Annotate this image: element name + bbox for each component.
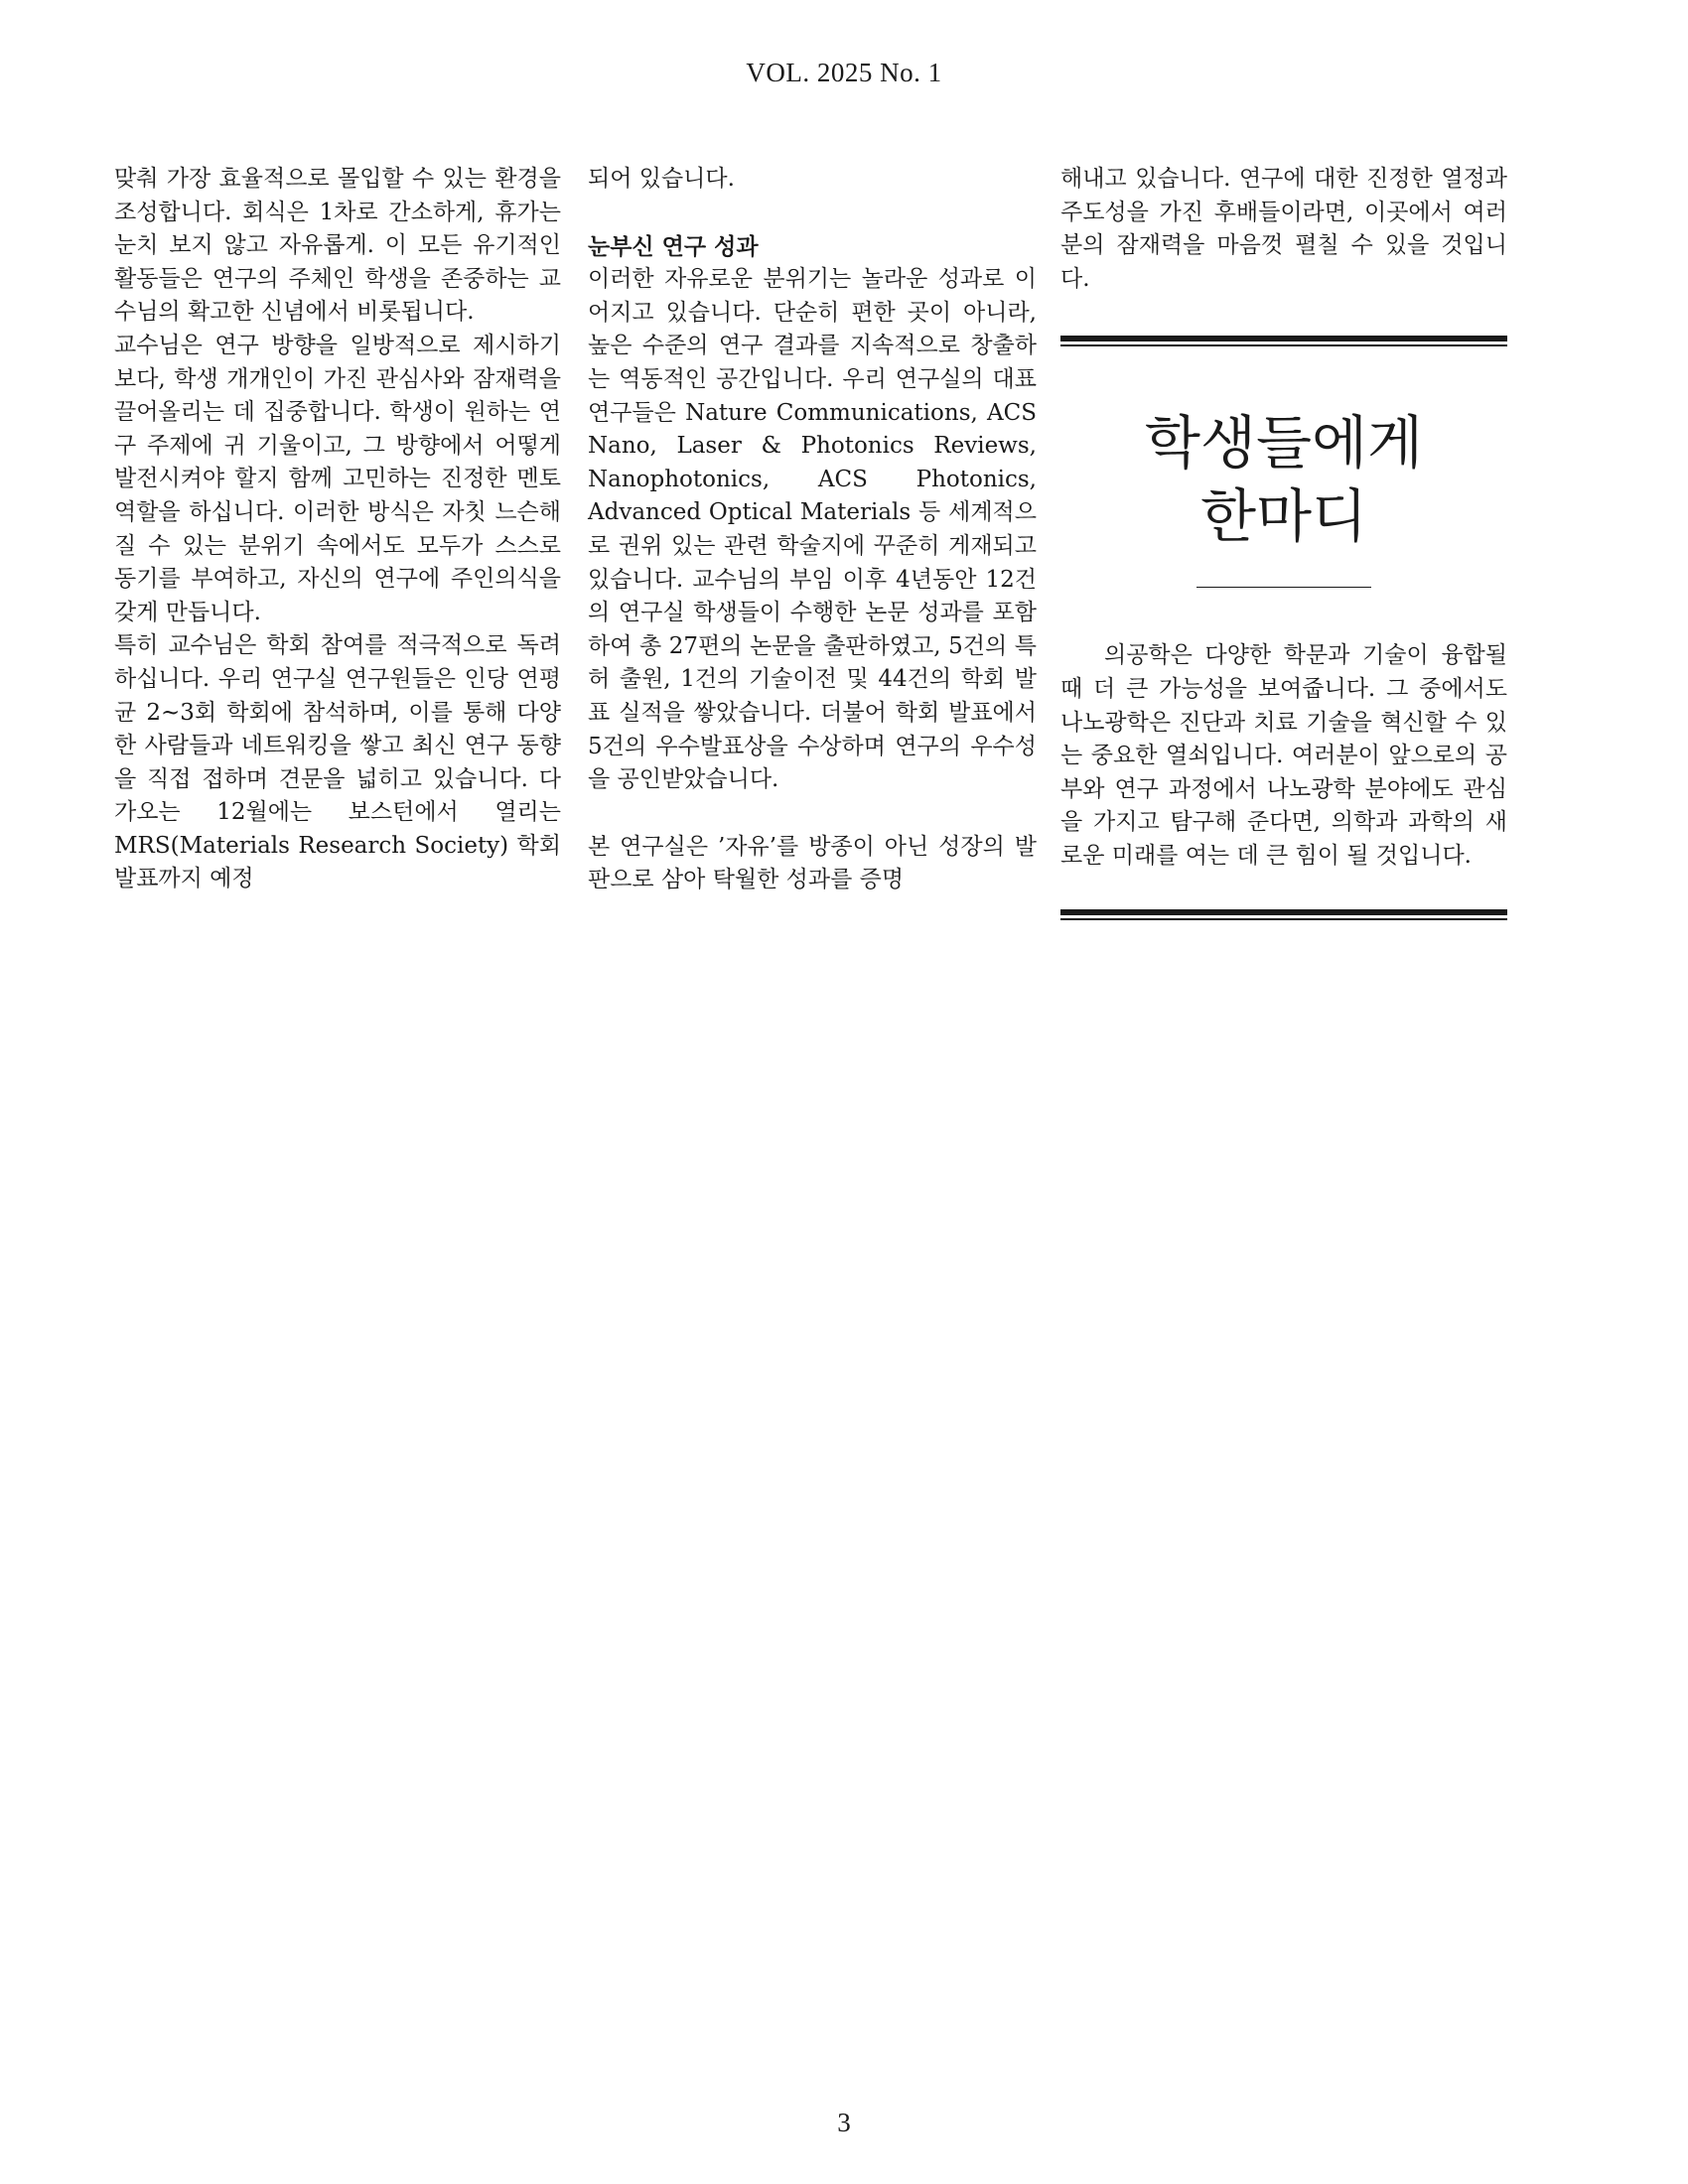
column-1 [114, 163, 561, 896]
title-divider [1196, 587, 1371, 588]
sidebar-top-rule [1060, 336, 1507, 346]
continuation-text: 해내고 있습니다. 연구에 대한 진정한 열정과 주도성을 가진 후배들이라면, 이곳에서 여러분의 잠재력을 마음껏 펼칠 수 있을 것입니다. [1060, 166, 1507, 292]
sidebar-title-line: 학생들에게 [1144, 409, 1424, 478]
sidebar-paragraph: 의공학은 다양한 학문과 기술이 융합될 때 더 큰 가능성을 보여줍니다. 그 중에서도 나노광학은 진단과 치료 기술을 혁신할 수 있는 중요한 열쇠입니다. 여러분이 앞으로의 공부와 연구 과정에서 나노광학 분야에도 관심을 가지고 탐구해 준다면, 의학과 과학의 새로운 미래를 여는 데 큰 힘이 될 것입니다. [1060, 642, 1507, 869]
paragraph-gap [588, 197, 1037, 230]
continuation-text: 되어 있습니다. [588, 166, 735, 192]
issue-header: VOL. 2025 No. 1 [746, 58, 942, 87]
sidebar-title-line: 한마디 [1199, 482, 1368, 551]
column-3 [1060, 163, 1507, 920]
body-paragraph: 특히 교수님은 학회 참여를 적극적으로 독려하십니다. 우리 연구실 연구원들은 인당 연평균 2~3회 학회에 참석하며, 이를 통해 다양한 사람들과 네트워킹을 쌓고 최신 연구 동향을 직접 접하며 견문을 넓히고 있습니다. 다가오는 12월에는 보스턴에서 열리는 MRS(Materials Research Society) 학회 발표까지 예정 [114, 632, 561, 892]
body-paragraph: 이러한 자유로운 분위기는 놀라운 성과로 이어지고 있습니다. 단순히 편한 곳이 아니라, 높은 수준의 연구 결과를 지속적으로 창출하는 역동적인 공간입니다. 우리 연구실의 대표 연구들은 Nature Communications, ACS Nano, Laser & Photonics Reviews, Nanophotonics, ACS Photonics, Advanced Optical Materials 등 세계적으로 권위 있는 관련 학술지에 꾸준히 게재되고 있습니다. 교수님의 부임 이후 4년동안 12건의 연구실 학생들이 수행한 논문 성과를 포함하여 총 27편의 논문을 출판하였고, 5건의 특허 출원, 1건의 기술이전 및 44건의 학회 발표 실적을 쌓았습니다. 더불어 학회 발표에서 5건의 우수발표상을 수상하며 연구의 우수성을 공인받았습니다. [588, 266, 1037, 793]
sidebar-body [1060, 639, 1507, 873]
body-paragraph: 본 연구실은 ’자유’를 방종이 아닌 성장의 발판으로 삼아 탁월한 성과를 증명 [588, 833, 1037, 893]
column-2 [588, 163, 1037, 897]
body-paragraph: 교수님은 연구 방향을 일방적으로 제시하기보다, 학생 개개인이 가진 관심사와 잠재력을 끌어올리는 데 집중합니다. 학생이 원하는 연구 주제에 귀 기울이고, 그 방향에서 어떻게 발전시켜야 할지 함께 고민하는 진정한 멘토 역할을 하십니다. 이러한 방식은 자칫 느슨해질 수 있는 분위기 속에서도 모두가 스스로 동기를 부여하고, 자신의 연구에 주인의식을 갖게 만듭니다. [114, 332, 561, 625]
page-number: 3 [837, 2108, 851, 2137]
section-subheading: 눈부신 연구 성과 [588, 232, 759, 260]
sidebar-title [1060, 406, 1507, 553]
sidebar-bottom-rule [1060, 909, 1507, 920]
paragraph-gap [588, 797, 1037, 831]
body-paragraph: 맞춰 가장 효율적으로 몰입할 수 있는 환경을 조성합니다. 회식은 1차로 간소하게, 휴가는 눈치 보지 않고 자유롭게. 이 모든 유기적인 활동들은 연구의 주체인 학생을 존중하는 교수님의 확고한 신념에서 비롯됩니다. [114, 166, 561, 326]
